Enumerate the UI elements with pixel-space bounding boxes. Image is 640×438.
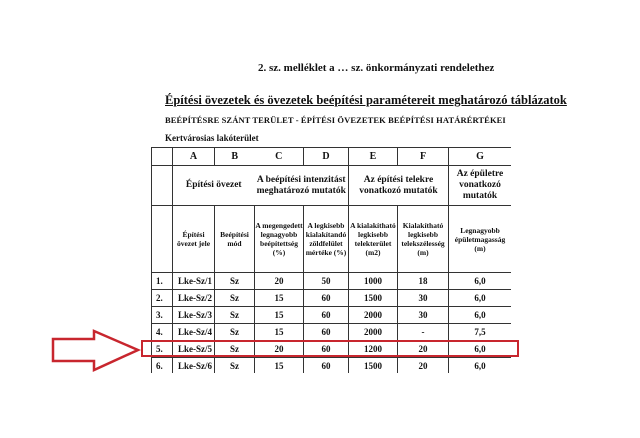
min-plot-area: 2000 <box>349 307 398 324</box>
min-green-pct: 60 <box>304 307 349 324</box>
col-letter-g: G <box>449 148 512 166</box>
row-number: 2. <box>152 290 173 307</box>
min-green-pct: 60 <box>304 341 349 358</box>
max-building-height: 6,0 <box>449 341 512 358</box>
document-heading: Építési övezetek és övezetek beépítési paramétereit meghatározó táblázatok <box>165 93 567 107</box>
section-title: BEÉPÍTÉSRE SZÁNT TERÜLET - ÉPÍTÉSI ÖVEZETEK BEÉPÍTÉSI HATÁRÉRTÉKEI <box>165 115 506 125</box>
col-letter-e: E <box>349 148 398 166</box>
min-plot-area: 1500 <box>349 358 398 374</box>
min-plot-width: 18 <box>398 273 449 290</box>
table-row <box>152 307 512 324</box>
group-zone: Építési övezet <box>173 166 255 206</box>
zone-code: Lke-Sz/3 <box>173 307 215 324</box>
sub-header-c: A megengedett legnagyobb beépítettség (%) <box>255 206 304 273</box>
min-plot-width: 20 <box>398 341 449 358</box>
col-letter-c: C <box>255 148 304 166</box>
build-mode: Sz <box>215 358 255 374</box>
sub-header-a: Építési övezet jele <box>173 206 215 273</box>
zone-code: Lke-Sz/4 <box>173 324 215 341</box>
build-mode: Sz <box>215 341 255 358</box>
zone-code: Lke-Sz/1 <box>173 273 215 290</box>
max-building-height: 6,0 <box>449 307 512 324</box>
sub-header-b: Beépítési mód <box>215 206 255 273</box>
max-built-pct: 15 <box>255 358 304 374</box>
arrow-right-icon <box>50 329 142 373</box>
sub-header-d: A legkisebb kialakítandó zöldfelület mértéke (%) <box>304 206 349 273</box>
row-number: 1. <box>152 273 173 290</box>
row-number: 5. <box>152 341 173 358</box>
min-plot-width: - <box>398 324 449 341</box>
zone-code: Lke-Sz/6 <box>173 358 215 374</box>
max-building-height: 6,0 <box>449 273 512 290</box>
build-mode: Sz <box>215 324 255 341</box>
empty-cell <box>152 166 173 206</box>
min-plot-area: 1000 <box>349 273 398 290</box>
max-building-height: 7,5 <box>449 324 512 341</box>
area-label: Kertvárosias lakóterület <box>165 133 259 143</box>
max-building-height: 6,0 <box>449 290 512 307</box>
table-row <box>152 273 512 290</box>
col-letter-b: B <box>215 148 255 166</box>
sub-header-e: A kialakítható legkisebb telekterület (m2) <box>349 206 398 273</box>
table-row <box>152 290 512 307</box>
table-row <box>152 358 512 374</box>
annex-title: 2. sz. melléklet a … sz. önkormányzati rendelethez <box>258 62 495 74</box>
table-row <box>152 324 512 341</box>
min-green-pct: 60 <box>304 324 349 341</box>
sub-header-row <box>152 206 512 273</box>
corner-cell <box>152 148 173 166</box>
group-building: Az épületre vonatkozó mutatók <box>449 166 512 206</box>
min-green-pct: 60 <box>304 358 349 374</box>
col-letter-d: D <box>304 148 349 166</box>
group-header-row <box>152 166 512 206</box>
max-built-pct: 15 <box>255 324 304 341</box>
row-number: 3. <box>152 307 173 324</box>
min-green-pct: 60 <box>304 290 349 307</box>
min-plot-area: 2000 <box>349 324 398 341</box>
min-plot-area: 1200 <box>349 341 398 358</box>
empty-cell <box>152 206 173 273</box>
build-mode: Sz <box>215 290 255 307</box>
zone-code: Lke-Sz/5 <box>173 341 215 358</box>
col-letter-f: F <box>398 148 449 166</box>
sub-header-f: Kialakítható legkisebb telekszélesség (m) <box>398 206 449 273</box>
col-letter-a: A <box>173 148 215 166</box>
min-plot-width: 30 <box>398 290 449 307</box>
min-plot-area: 1500 <box>349 290 398 307</box>
highlight-box <box>141 340 519 357</box>
max-built-pct: 20 <box>255 341 304 358</box>
max-building-height: 6,0 <box>449 358 512 374</box>
build-mode: Sz <box>215 273 255 290</box>
max-built-pct: 15 <box>255 307 304 324</box>
max-built-pct: 20 <box>255 273 304 290</box>
row-number: 6. <box>152 358 173 374</box>
column-letter-row <box>152 148 512 166</box>
min-plot-width: 20 <box>398 358 449 374</box>
max-built-pct: 15 <box>255 290 304 307</box>
group-intensity: A beépítési intenzitást meghatározó mutatók <box>255 166 349 206</box>
min-plot-width: 30 <box>398 307 449 324</box>
sub-header-g: Legnagyobb épületmagasság (m) <box>449 206 512 273</box>
group-plot: Az építési telekre vonatkozó mutatók <box>349 166 449 206</box>
row-number: 4. <box>152 324 173 341</box>
zone-code: Lke-Sz/2 <box>173 290 215 307</box>
build-mode: Sz <box>215 307 255 324</box>
min-green-pct: 50 <box>304 273 349 290</box>
